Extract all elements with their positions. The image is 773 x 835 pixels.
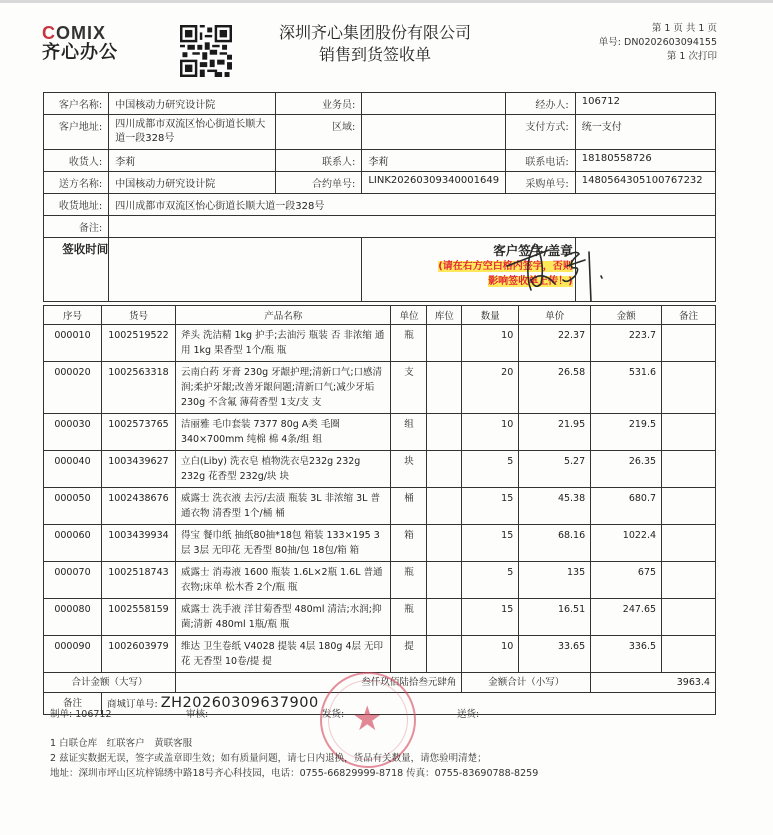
logo-chinese: 齐心办公 <box>42 42 118 63</box>
document-title <box>250 22 500 66</box>
item-price: 68.16 <box>519 525 591 562</box>
item-qty: 15 <box>462 525 519 562</box>
item-amount: 247.65 <box>591 599 662 636</box>
po-label: 采购单号: <box>506 172 576 194</box>
sign-time-label: 签收时间 <box>44 238 109 302</box>
qr-code-icon <box>180 24 232 78</box>
item-seq: 000050 <box>44 488 102 525</box>
item-note <box>662 525 716 562</box>
item-sku: 1002519522 <box>101 325 175 362</box>
ship-addr-label: 收货地址: <box>44 194 109 216</box>
print-count: 第 1 次打印 <box>666 51 717 62</box>
item-qty: 20 <box>462 362 519 414</box>
total-lower-label: 金额合计（小写） <box>462 673 591 693</box>
item-row <box>44 599 716 636</box>
item-note <box>662 599 716 636</box>
item-price: 16.51 <box>519 599 591 636</box>
footer-copies: 1 白联仓库 红联客户 黄联客服 <box>50 738 193 749</box>
item-location <box>427 414 462 451</box>
scan-edge <box>0 0 773 3</box>
ship-name-label: 送方名称: <box>44 172 109 194</box>
company-name: 深圳齐心集团股份有限公司 <box>278 23 471 42</box>
customer-addr-label: 客户地址: <box>44 115 109 150</box>
info-row <box>44 93 716 115</box>
mall-order-label: 商城订单号: <box>106 698 158 710</box>
maker: 制单: 106712 <box>50 709 112 720</box>
logo-brand: COMIX <box>42 23 107 43</box>
item-location <box>427 636 462 673</box>
item-name: 威露士 消毒液 1600 瓶装 1.6L×2瓶 1.6L 普通衣物;床单 松木香 2个/瓶 瓶 <box>175 562 391 599</box>
item-unit: 提 <box>391 636 427 673</box>
item-price: 26.58 <box>519 362 591 414</box>
deliver-label: 送货: <box>457 709 480 720</box>
col-header-price: 单价 <box>519 306 591 325</box>
ship-addr: 四川成都市双流区怡心街道长顺大道一段328号 <box>109 194 716 216</box>
footer-notice: 2 兹证实数据无误，签字或盖章即生效；如有质量问题，请七日内退换，货品有关数量，请您验明清楚； <box>50 753 487 764</box>
page-info: 第 1 页 共 1 页 <box>651 23 717 34</box>
item-qty: 5 <box>462 451 519 488</box>
item-location <box>427 562 462 599</box>
item-price: 21.95 <box>519 414 591 451</box>
item-note <box>662 362 716 414</box>
item-amount: 675 <box>591 562 662 599</box>
handler: 106712 <box>575 93 715 115</box>
item-amount: 219.5 <box>591 414 662 451</box>
salesperson-label: 业务员: <box>275 93 362 115</box>
item-unit: 块 <box>391 451 427 488</box>
col-header-unit: 单位 <box>391 306 427 325</box>
item-seq: 000040 <box>44 451 102 488</box>
handwritten-signature-icon <box>505 240 625 302</box>
contact: 李莉 <box>362 150 506 172</box>
info-row <box>44 216 716 238</box>
item-row <box>44 362 716 414</box>
item-row <box>44 636 716 673</box>
item-location <box>427 325 462 362</box>
review-label: 审核: <box>186 709 209 720</box>
item-qty: 10 <box>462 636 519 673</box>
doc-meta <box>599 22 717 64</box>
comix-logo <box>42 24 132 64</box>
item-seq: 000010 <box>44 325 102 362</box>
item-name: 维达 卫生卷纸 V4028 提装 4层 180g 4层 无印花 无香型 10卷/提 提 <box>175 636 391 673</box>
customer-name: 中国核动力研究设计院 <box>109 93 276 115</box>
item-note <box>662 636 716 673</box>
items-table <box>43 305 716 715</box>
phone: 18180558726 <box>575 150 715 172</box>
handler-label: 经办人: <box>506 93 576 115</box>
po-number: 1480564305100767232 <box>575 172 715 194</box>
item-name: 威露士 洗手液 洋甘菊香型 480ml 清洁;水润;抑菌;清新 480ml 1瓶/瓶 瓶 <box>175 599 391 636</box>
contract-label: 合约单号: <box>275 172 362 194</box>
item-sku: 1003439627 <box>101 451 175 488</box>
item-sku: 1002558159 <box>101 599 175 636</box>
phone-label: 联系电话: <box>506 150 576 172</box>
note-label: 备注 <box>44 693 102 715</box>
item-seq: 000030 <box>44 414 102 451</box>
items-header-row <box>44 306 716 325</box>
col-header-sku: 货号 <box>101 306 175 325</box>
item-price: 22.37 <box>519 325 591 362</box>
item-price: 45.38 <box>519 488 591 525</box>
item-row <box>44 414 716 451</box>
item-unit: 桶 <box>391 488 427 525</box>
total-upper-label: 合计金额（大写） <box>44 673 176 693</box>
item-note <box>662 325 716 362</box>
item-note <box>662 562 716 599</box>
item-price: 5.27 <box>519 451 591 488</box>
mall-order-number: ZH20260309637900 <box>160 694 319 711</box>
item-seq: 000090 <box>44 636 102 673</box>
item-unit: 支 <box>391 362 427 414</box>
item-row <box>44 562 716 599</box>
item-seq: 000020 <box>44 362 102 414</box>
doc-title: 销售到货签收单 <box>318 45 431 64</box>
item-sku: 1002563318 <box>101 362 175 414</box>
col-header-note: 备注 <box>662 306 716 325</box>
payment-label: 支付方式: <box>506 115 576 150</box>
item-sku: 1002438676 <box>101 488 175 525</box>
footer-address: 地址：深圳市坪山区坑梓锦绣中路18号齐心科技园，电话：0755-66829999-8718 传真：0755-83690788-8259 <box>50 768 539 779</box>
info-row <box>44 150 716 172</box>
item-row <box>44 451 716 488</box>
item-row <box>44 525 716 562</box>
item-location <box>427 362 462 414</box>
item-name: 得宝 餐巾纸 抽纸80抽*18包 箱装 133×195 3层 3层 无印花 无香型 80抽/包 18包/箱 箱 <box>175 525 391 562</box>
item-unit: 箱 <box>391 525 427 562</box>
col-header-location: 库位 <box>427 306 462 325</box>
contact-label: 联系人: <box>275 150 362 172</box>
item-note <box>662 488 716 525</box>
item-sku: 1003439934 <box>101 525 175 562</box>
remark <box>109 216 716 238</box>
customer-sign-label: 客户签字/盖章 <box>493 243 573 258</box>
item-name: 斧头 洗洁精 1kg 护手;去油污 瓶装 否 非浓缩 通用 1kg 果香型 1个/瓶 瓶 <box>175 325 391 362</box>
item-amount: 680.7 <box>591 488 662 525</box>
col-header-qty: 数量 <box>462 306 519 325</box>
customer-addr: 四川成都市双流区怡心街道长顺大道一段328号 <box>109 115 276 150</box>
item-price: 33.65 <box>519 636 591 673</box>
item-seq: 000060 <box>44 525 102 562</box>
item-unit: 瓶 <box>391 562 427 599</box>
salesperson <box>362 93 506 115</box>
item-unit: 组 <box>391 414 427 451</box>
item-location <box>427 599 462 636</box>
item-amount: 336.5 <box>591 636 662 673</box>
total-lower: 3963.4 <box>591 673 716 693</box>
remark-label: 备注: <box>44 216 109 238</box>
item-qty: 10 <box>462 414 519 451</box>
item-amount: 223.7 <box>591 325 662 362</box>
item-price: 135 <box>519 562 591 599</box>
col-header-name: 产品名称 <box>175 306 391 325</box>
item-unit: 瓶 <box>391 325 427 362</box>
total-upper: 叁仟玖佰陆拾叁元肆角 <box>175 673 461 693</box>
item-qty: 15 <box>462 488 519 525</box>
info-row <box>44 172 716 194</box>
item-name: 云南白药 牙膏 230g 牙龈护理;清新口气;口感清润;柔护牙龈;改善牙龈问题;清新口气;减少牙垢 230g 不含氟 薄荷香型 1支/支 支 <box>175 362 391 414</box>
col-header-seq: 序号 <box>44 306 102 325</box>
item-location <box>427 488 462 525</box>
item-note <box>662 451 716 488</box>
customer-sign-note: (请在右方空白格内签字，否则 影响签收单上传！) <box>438 261 573 287</box>
company-seal-icon: ★ <box>320 672 416 768</box>
item-amount: 531.6 <box>591 362 662 414</box>
region <box>362 115 506 150</box>
item-note <box>662 414 716 451</box>
customer-name-label: 客户名称: <box>44 93 109 115</box>
col-header-amount: 金额 <box>591 306 662 325</box>
item-name: 立白(Liby) 洗衣皂 植物洗衣皂232g 232g 232g 花香型 232g/块 块 <box>175 451 391 488</box>
item-qty: 15 <box>462 599 519 636</box>
info-row <box>44 194 716 216</box>
ship-name: 中国核动力研究设计院 <box>109 172 276 194</box>
item-seq: 000080 <box>44 599 102 636</box>
contract-number: LINK20260309340001649 <box>362 172 506 194</box>
item-row <box>44 325 716 362</box>
item-sku: 1002573765 <box>101 414 175 451</box>
region-label: 区域: <box>275 115 362 150</box>
item-row <box>44 488 716 525</box>
receiver-label: 收货人: <box>44 150 109 172</box>
item-amount: 26.35 <box>591 451 662 488</box>
receiver: 李莉 <box>109 150 276 172</box>
item-location <box>427 525 462 562</box>
item-location <box>427 451 462 488</box>
sign-time-field[interactable] <box>109 238 362 302</box>
doc-number: 单号: DN0202603094155 <box>598 37 717 48</box>
item-amount: 1022.4 <box>591 525 662 562</box>
item-unit: 瓶 <box>391 599 427 636</box>
item-sku: 1002518743 <box>101 562 175 599</box>
item-qty: 10 <box>462 325 519 362</box>
ship-label: 发货: <box>322 709 345 720</box>
item-seq: 000070 <box>44 562 102 599</box>
item-qty: 5 <box>462 562 519 599</box>
item-name: 威露士 洗衣液 去污/去渍 瓶装 3L 非浓缩 3L 普通衣物 清香型 1个/桶 桶 <box>175 488 391 525</box>
info-row <box>44 115 716 150</box>
item-name: 洁丽雅 毛巾套装 7377 80g A类 毛圈 340×700mm 纯棉 棉 4条/组 组 <box>175 414 391 451</box>
item-sku: 1002603979 <box>101 636 175 673</box>
payment: 统一支付 <box>575 115 715 150</box>
